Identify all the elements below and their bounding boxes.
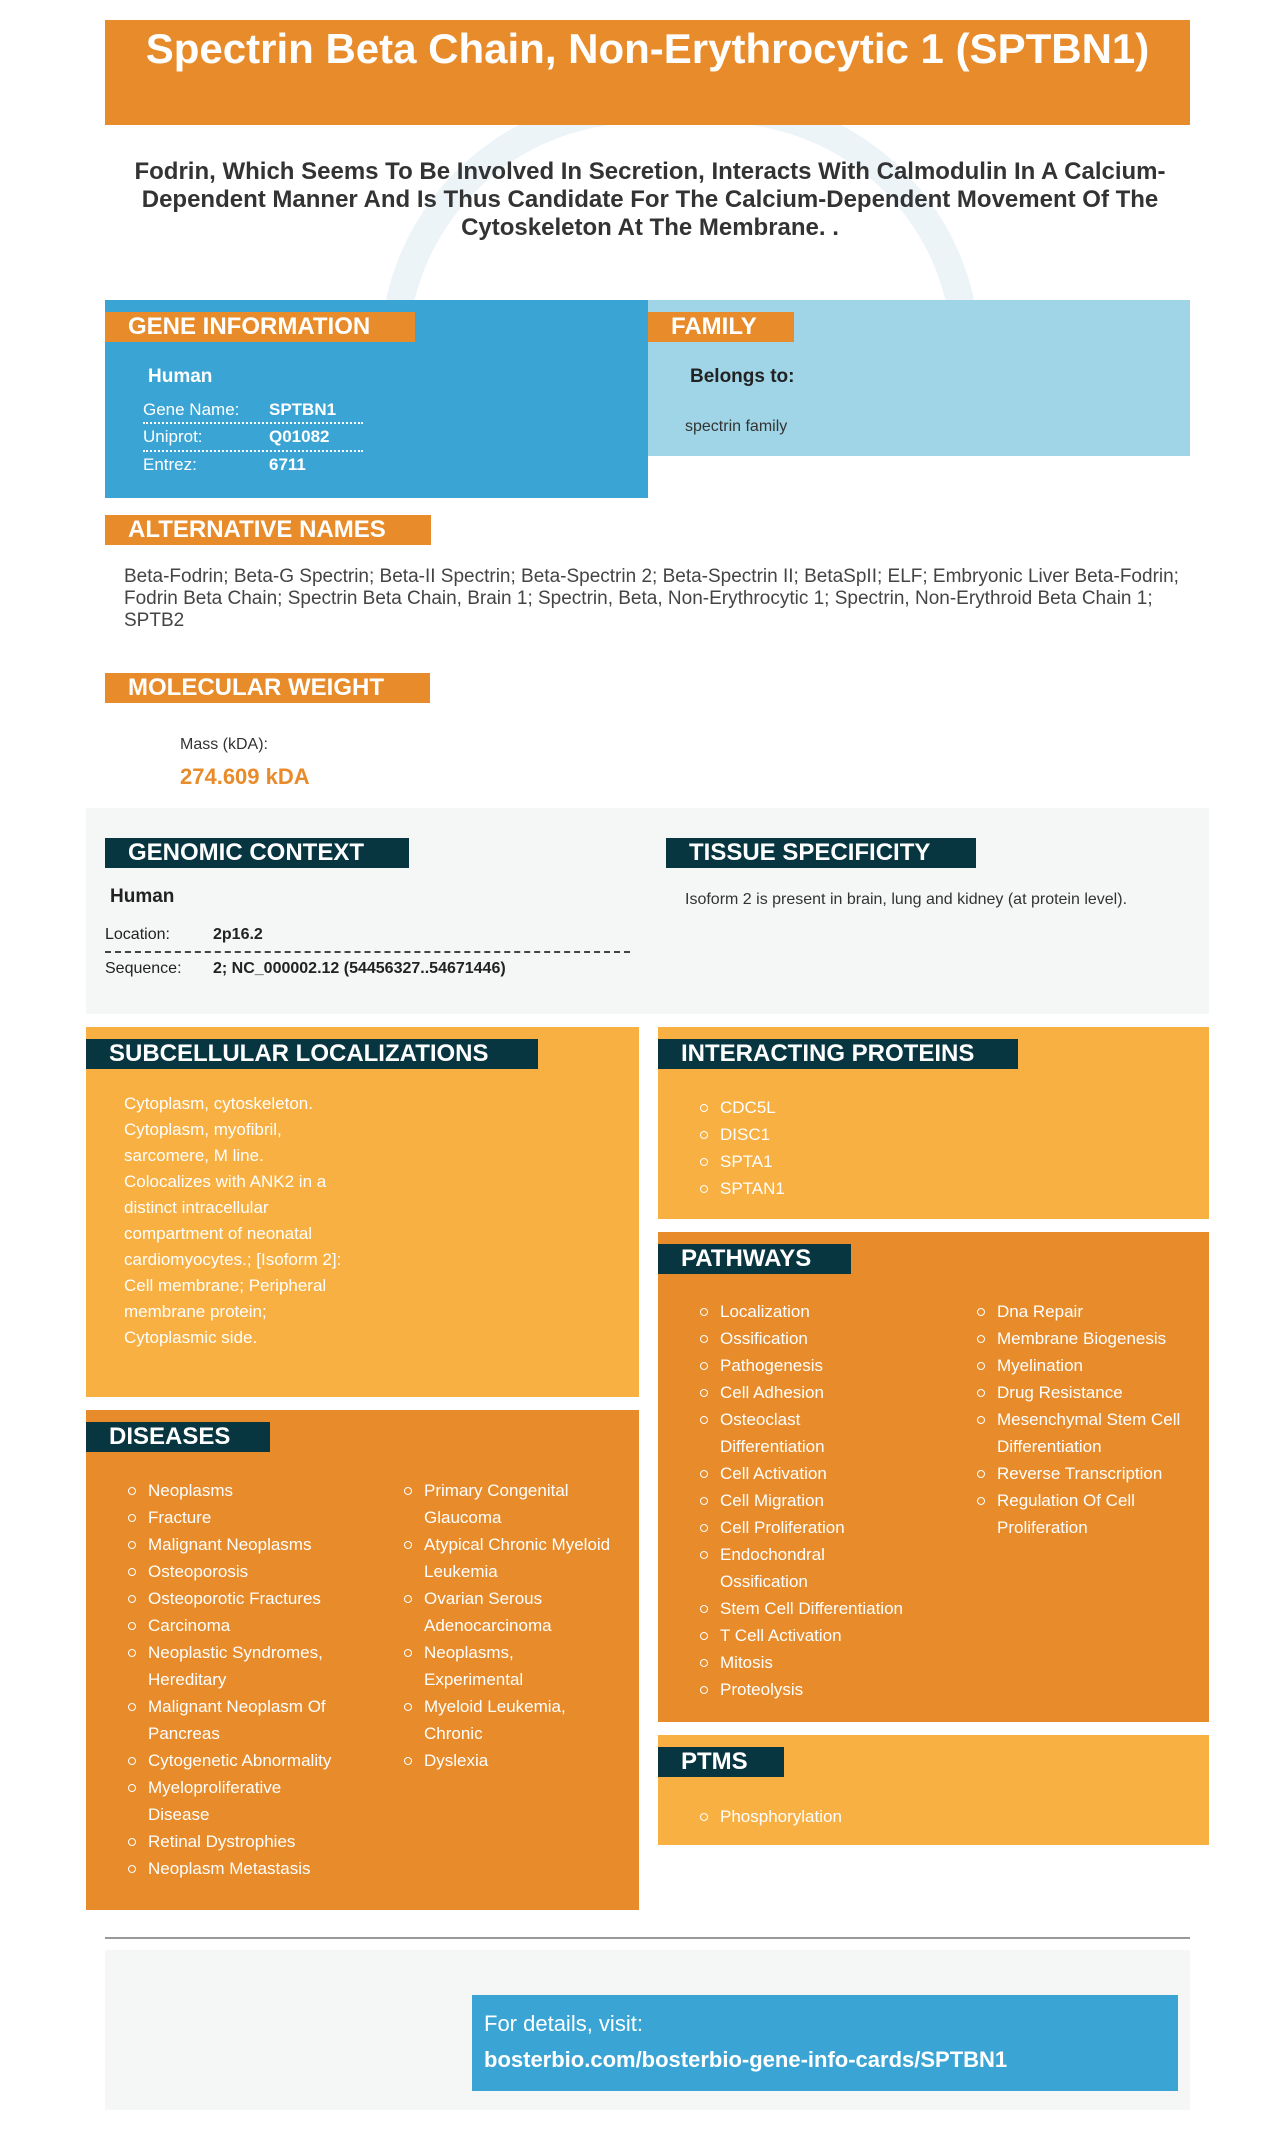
list-item: Ossification xyxy=(700,1325,940,1352)
gene-information-header: GENE INFORMATION xyxy=(105,312,415,342)
details-url-link[interactable]: bosterbio.com/bosterbio-gene-info-cards/SPTBN1 xyxy=(484,2047,1008,2072)
pathways-header: PATHWAYS xyxy=(658,1244,851,1274)
divider xyxy=(143,422,363,424)
family-panel xyxy=(648,300,1190,456)
gene-species: Human xyxy=(148,366,213,387)
details-link-box[interactable] xyxy=(472,1995,1178,2091)
pathways-panel xyxy=(658,1232,1209,1722)
location-label: Location: xyxy=(105,926,170,943)
mass-label: Mass (kDA): xyxy=(180,736,268,753)
list-item: Myeloproliferative Disease xyxy=(128,1774,308,1828)
list-item: CDC5L xyxy=(700,1094,785,1121)
entrez-row xyxy=(143,455,383,477)
list-item: Neoplasms, Experimental xyxy=(404,1639,544,1693)
family-belongs-label: Belongs to: xyxy=(690,366,795,387)
list-item: Carcinoma xyxy=(128,1612,358,1639)
list-item: Ovarian Serous Adenocarcinoma xyxy=(404,1585,584,1639)
diseases-list-col1 xyxy=(128,1477,358,1882)
list-item: Localization xyxy=(700,1298,940,1325)
tissue-specificity-header: TISSUE SPECIFICITY xyxy=(666,838,976,868)
entrez-value[interactable]: 6711 xyxy=(269,455,306,474)
interacting-proteins-panel xyxy=(658,1027,1209,1219)
gene-name-label: Gene Name: xyxy=(143,400,240,419)
list-item: Pathogenesis xyxy=(700,1352,940,1379)
location-value: 2p16.2 xyxy=(213,926,263,943)
divider xyxy=(143,450,363,452)
list-item: Primary Congenital Glaucoma xyxy=(404,1477,584,1531)
mass-value: 274.609 kDA xyxy=(180,764,310,789)
family-header: FAMILY xyxy=(648,312,794,342)
ptms-panel xyxy=(658,1735,1209,1845)
diseases-list-col2 xyxy=(404,1477,629,1774)
list-item: Malignant Neoplasms xyxy=(128,1531,358,1558)
details-label: For details, visit: xyxy=(484,2011,643,2036)
list-item: Malignant Neoplasm Of Pancreas xyxy=(128,1693,338,1747)
interacting-proteins-list xyxy=(700,1094,785,1202)
family-value: spectrin family xyxy=(685,418,788,435)
list-item: Cell Migration xyxy=(700,1487,940,1514)
list-item: Mitosis xyxy=(700,1649,940,1676)
diseases-panel xyxy=(86,1410,639,1910)
subcellular-localizations-panel xyxy=(86,1027,639,1397)
uniprot-row xyxy=(143,427,383,449)
list-item: Osteoporotic Fractures xyxy=(128,1585,358,1612)
genomic-context-header: GENOMIC CONTEXT xyxy=(105,838,409,868)
list-item: T Cell Activation xyxy=(700,1622,940,1649)
list-item: Myeloid Leukemia, Chronic xyxy=(404,1693,584,1747)
list-item: Osteoclast Differentiation xyxy=(700,1406,850,1460)
footer-divider xyxy=(105,1937,1190,1939)
molecular-weight-header: MOLECULAR WEIGHT xyxy=(105,673,430,703)
pathways-list-col1 xyxy=(700,1298,940,1703)
gene-name-value: SPTBN1 xyxy=(269,400,337,419)
list-item: Cytogenetic Abnormality xyxy=(128,1747,358,1774)
sequence-value: 2; NC_000002.12 (54456327..54671446) xyxy=(213,960,506,977)
list-item: Membrane Biogenesis xyxy=(977,1325,1202,1352)
gene-information-panel xyxy=(105,300,648,498)
list-item: Proteolysis xyxy=(700,1676,940,1703)
list-item: Cell Proliferation xyxy=(700,1514,940,1541)
list-item: Stem Cell Differentiation xyxy=(700,1595,940,1622)
interacting-proteins-header: INTERACTING PROTEINS xyxy=(658,1039,1018,1069)
list-item: SPTA1 xyxy=(700,1148,785,1175)
divider xyxy=(105,951,630,953)
list-item: SPTAN1 xyxy=(700,1175,785,1202)
list-item: Phosphorylation xyxy=(700,1803,842,1830)
list-item: Mesenchymal Stem Cell Differentiation xyxy=(977,1406,1202,1460)
list-item: Cell Activation xyxy=(700,1460,940,1487)
list-item: Neoplasm Metastasis xyxy=(128,1855,358,1882)
alternative-names-text: Beta-Fodrin; Beta-G Spectrin; Beta-II Spectrin; Beta-Spectrin 2; Beta-Spectrin II; BetaSpII; ELF; Embryonic Liver Beta-Fodrin; Fodrin Beta Chain; Spectrin Beta Chain, Brain 1; Spectrin, Beta, Non-Erythrocytic 1; Spectrin, Non-Erythroid Beta Chain 1; SPTB2 xyxy=(124,566,1179,631)
subcellular-localizations-header: SUBCELLULAR LOCALIZATIONS xyxy=(86,1039,538,1069)
list-item: DISC1 xyxy=(700,1121,785,1148)
entrez-label: Entrez: xyxy=(143,455,197,474)
list-item: Osteoporosis xyxy=(128,1558,358,1585)
list-item: Dyslexia xyxy=(404,1747,629,1774)
list-item: Dna Repair xyxy=(977,1298,1202,1325)
list-item: Fracture xyxy=(128,1504,358,1531)
sequence-label: Sequence: xyxy=(105,960,182,977)
ptms-header: PTMS xyxy=(658,1747,784,1777)
page-title-text: Spectrin Beta Chain, Non-Erythrocytic 1 (SPTBN1) xyxy=(145,25,1150,72)
uniprot-label: Uniprot: xyxy=(143,427,203,446)
uniprot-value[interactable]: Q01082 xyxy=(269,427,330,446)
pathways-list-col2 xyxy=(977,1298,1202,1541)
list-item: Retinal Dystrophies xyxy=(128,1828,358,1855)
list-item: Cell Adhesion xyxy=(700,1379,940,1406)
list-item: Neoplasms xyxy=(128,1477,358,1504)
subcellular-localizations-text: Cytoplasm, cytoskeleton. Cytoplasm, myofibril, sarcomere, M line. Colocalizes with ANK2 in a distinct intracellular compartment of neonatal cardiomyocytes.; [Isoform 2]: Cell membrane; Peripheral membrane protein; Cytoplasmic side. xyxy=(124,1094,342,1347)
list-item: Myelination xyxy=(977,1352,1202,1379)
list-item: Neoplastic Syndromes, Hereditary xyxy=(128,1639,338,1693)
gene-summary: Fodrin, Which Seems To Be Involved In Secretion, Interacts With Calmodulin In A Calcium-Dependent Manner And Is Thus Candidate For The Calcium-Dependent Movement Of The Cytoskeleton At The Membrane. . xyxy=(134,158,1166,241)
genomic-species: Human xyxy=(110,886,175,907)
list-item: Endochondral Ossification xyxy=(700,1541,850,1595)
genomic-context-panel xyxy=(86,808,1209,1014)
gene-name-row xyxy=(143,400,383,422)
tissue-specificity-text: Isoform 2 is present in brain, lung and kidney (at protein level). xyxy=(685,891,1128,908)
list-item: Reverse Transcription xyxy=(977,1460,1202,1487)
list-item: Regulation Of Cell Proliferation xyxy=(977,1487,1157,1541)
page-title xyxy=(105,20,1190,125)
list-item: Drug Resistance xyxy=(977,1379,1202,1406)
diseases-header: DISEASES xyxy=(86,1422,270,1452)
alternative-names-header: ALTERNATIVE NAMES xyxy=(105,515,431,545)
list-item: Atypical Chronic Myeloid Leukemia xyxy=(404,1531,629,1585)
ptms-list xyxy=(700,1803,842,1830)
